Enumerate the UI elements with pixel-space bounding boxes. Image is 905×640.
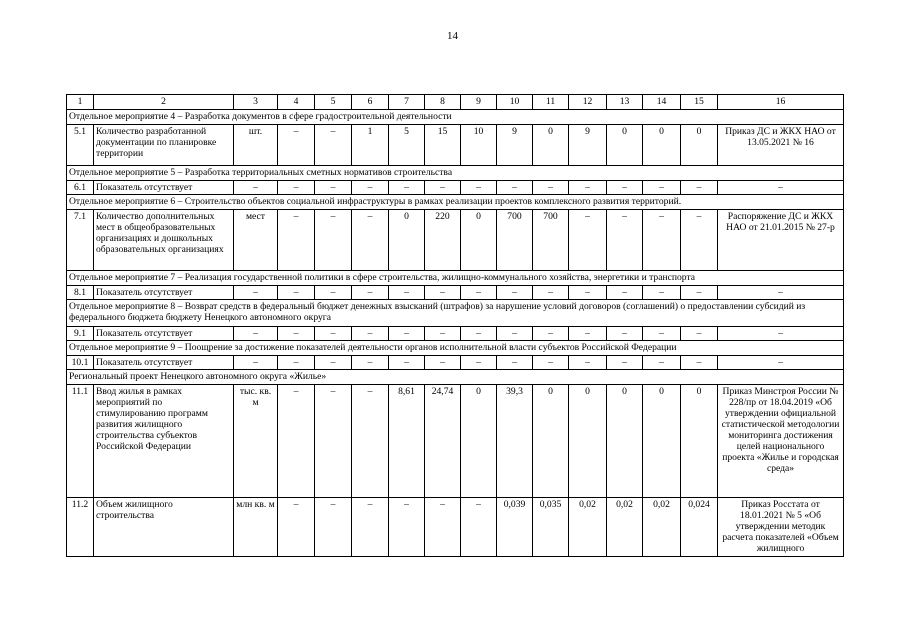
value-cell: 0 — [569, 385, 607, 498]
value-cell: – — [569, 286, 607, 300]
indicator-name: Показатель отсутствует — [94, 327, 234, 341]
indicator-name: Объем жилищного строительства — [94, 498, 234, 557]
indicator-name: Количество разработанной документации по планировке территории — [94, 125, 234, 166]
value-cell: – — [497, 286, 533, 300]
row-number: 11.2 — [67, 498, 94, 557]
column-number: 5 — [315, 95, 352, 110]
unit: – — [234, 286, 278, 300]
row-number: 8.1 — [67, 286, 94, 300]
value-cell: – — [643, 286, 681, 300]
source-document: Приказ ДС и ЖКХ НАО от 13.05.2021 № 16 — [718, 125, 844, 166]
value-cell: – — [607, 356, 643, 370]
value-cell: – — [497, 356, 533, 370]
row-number: 7.1 — [67, 210, 94, 271]
value-cell: – — [352, 498, 389, 557]
value-cell: 0,024 — [681, 498, 718, 557]
value-cell: 0 — [607, 125, 643, 166]
column-number: 2 — [94, 95, 234, 110]
value-cell: – — [389, 286, 425, 300]
indicator-name: Количество дополнительных мест в общеобразовательных организациях и дошкольных образовательных организациях — [94, 210, 234, 271]
value-cell: – — [315, 286, 352, 300]
unit: – — [234, 327, 278, 341]
table-row — [67, 210, 844, 271]
value-cell: 1 — [352, 125, 389, 166]
section-row — [67, 271, 844, 286]
value-cell: – — [278, 286, 315, 300]
source-document: Распоряжение ДС и ЖКХ НАО от 21.01.2015 № 27-р — [718, 210, 844, 271]
column-number: 9 — [461, 95, 497, 110]
section-title: Отдельное мероприятие 4 – Разработка документов в сфере градостроительной деятельности — [67, 110, 844, 125]
value-cell: – — [497, 327, 533, 341]
value-cell: 0 — [461, 385, 497, 498]
value-cell: 9 — [497, 125, 533, 166]
value-cell: – — [278, 181, 315, 195]
value-cell: 0,035 — [533, 498, 569, 557]
table-row — [67, 356, 844, 370]
section-row — [67, 195, 844, 210]
source-document: – — [718, 286, 844, 300]
value-cell: – — [681, 286, 718, 300]
value-cell: – — [425, 327, 461, 341]
value-cell: – — [607, 286, 643, 300]
value-cell: 0 — [461, 210, 497, 271]
unit: шт. — [234, 125, 278, 166]
indicator-name: Ввод жилья в рамках мероприятий по стимулированию программ развития жилищного строительства субъектов Российской Федерации — [94, 385, 234, 498]
column-number: 4 — [278, 95, 315, 110]
unit: – — [234, 181, 278, 195]
section-title: Отдельное мероприятие 6 – Строительство объектов социальной инфраструктуры в рамках реализации проектов комплексного развития территорий. — [67, 195, 844, 210]
unit: мест — [234, 210, 278, 271]
value-cell: – — [569, 356, 607, 370]
value-cell: 15 — [425, 125, 461, 166]
column-number: 8 — [425, 95, 461, 110]
value-cell: 8,61 — [389, 385, 425, 498]
value-cell: – — [461, 181, 497, 195]
section-title: Региональный проект Ненецкого автономного округа «Жилье» — [67, 370, 844, 385]
value-cell: – — [278, 125, 315, 166]
value-cell: – — [352, 327, 389, 341]
value-cell: 0 — [533, 385, 569, 498]
section-row — [67, 110, 844, 125]
value-cell: – — [425, 498, 461, 557]
unit: млн кв. м — [234, 498, 278, 557]
row-number: 6.1 — [67, 181, 94, 195]
table-row — [67, 286, 844, 300]
table-row — [67, 327, 844, 341]
source-document: – — [718, 181, 844, 195]
column-number: 3 — [234, 95, 278, 110]
column-number: 12 — [569, 95, 607, 110]
value-cell: – — [643, 356, 681, 370]
value-cell: 0 — [681, 125, 718, 166]
indicator-table — [66, 94, 844, 557]
value-cell: 0 — [389, 210, 425, 271]
value-cell: – — [352, 286, 389, 300]
section-row — [67, 300, 844, 327]
value-cell: – — [352, 385, 389, 498]
value-cell: – — [278, 327, 315, 341]
value-cell: 700 — [497, 210, 533, 271]
header-row — [67, 95, 844, 110]
value-cell: – — [681, 210, 718, 271]
value-cell: – — [352, 210, 389, 271]
value-cell: – — [315, 125, 352, 166]
table-row — [67, 385, 844, 498]
source-document: Приказ Минстроя России № 228/пр от 18.04.2019 «Об утверждении официальной статистической методологии мониторинга достижения целей национального проекта «Жилье и городская среда» — [718, 385, 844, 498]
value-cell: 9 — [569, 125, 607, 166]
section-row — [67, 166, 844, 181]
value-cell: – — [278, 498, 315, 557]
value-cell: 39,3 — [497, 385, 533, 498]
value-cell: 0,039 — [497, 498, 533, 557]
row-number: 10.1 — [67, 356, 94, 370]
value-cell: 0 — [643, 385, 681, 498]
value-cell: – — [569, 327, 607, 341]
value-cell: – — [352, 181, 389, 195]
value-cell: – — [533, 286, 569, 300]
value-cell: – — [389, 498, 425, 557]
unit: – — [234, 356, 278, 370]
source-document: – — [718, 356, 844, 370]
row-number: 5.1 — [67, 125, 94, 166]
value-cell: – — [533, 327, 569, 341]
column-number: 13 — [607, 95, 643, 110]
value-cell: – — [278, 385, 315, 498]
value-cell: – — [681, 327, 718, 341]
row-number: 11.1 — [67, 385, 94, 498]
value-cell: – — [607, 327, 643, 341]
section-row — [67, 341, 844, 356]
value-cell: – — [533, 356, 569, 370]
row-number: 9.1 — [67, 327, 94, 341]
section-title: Отдельное мероприятие 5 – Разработка территориальных сметных нормативов строительства — [67, 166, 844, 181]
indicator-name: Показатель отсутствует — [94, 356, 234, 370]
column-number: 7 — [389, 95, 425, 110]
value-cell: 5 — [389, 125, 425, 166]
value-cell: – — [607, 181, 643, 195]
source-document: Приказ Росстата от 18.01.2021 № 5 «Об утверждении методик расчета показателей «Объем жилищного — [718, 498, 844, 557]
value-cell: 0 — [533, 125, 569, 166]
value-cell: – — [643, 327, 681, 341]
value-cell: 0 — [607, 385, 643, 498]
value-cell: – — [315, 356, 352, 370]
value-cell: – — [461, 498, 497, 557]
value-cell: – — [389, 327, 425, 341]
value-cell: – — [315, 498, 352, 557]
column-number: 1 — [67, 95, 94, 110]
value-cell: – — [461, 327, 497, 341]
value-cell: 0 — [681, 385, 718, 498]
value-cell: – — [461, 286, 497, 300]
value-cell: – — [533, 181, 569, 195]
value-cell: – — [315, 327, 352, 341]
column-number: 15 — [681, 95, 718, 110]
section-title: Отдельное мероприятие 9 – Поощрение за достижение показателей деятельности органов исполнительной власти субъектов Российской Федерации — [67, 341, 844, 356]
value-cell: 0,02 — [569, 498, 607, 557]
value-cell: 220 — [425, 210, 461, 271]
page-number: 14 — [447, 30, 458, 42]
value-cell: – — [497, 181, 533, 195]
value-cell: – — [681, 356, 718, 370]
value-cell: – — [681, 181, 718, 195]
value-cell: – — [315, 210, 352, 271]
value-cell: – — [643, 181, 681, 195]
table-row — [67, 125, 844, 166]
value-cell: 24,74 — [425, 385, 461, 498]
value-cell: – — [315, 385, 352, 498]
table-row — [67, 181, 844, 195]
value-cell: – — [461, 356, 497, 370]
value-cell: – — [607, 210, 643, 271]
value-cell: 10 — [461, 125, 497, 166]
value-cell: – — [278, 356, 315, 370]
value-cell: – — [389, 356, 425, 370]
column-number: 14 — [643, 95, 681, 110]
value-cell: – — [425, 356, 461, 370]
column-number: 11 — [533, 95, 569, 110]
value-cell: – — [315, 181, 352, 195]
section-row — [67, 370, 844, 385]
section-title: Отдельное мероприятие 7 – Реализация государственной политики в сфере строительства, жилищно-коммунального хозяйства, энергетики и транспорта — [67, 271, 844, 286]
value-cell: – — [425, 286, 461, 300]
value-cell: – — [569, 181, 607, 195]
value-cell: 700 — [533, 210, 569, 271]
value-cell: 0,02 — [643, 498, 681, 557]
indicator-name: Показатель отсутствует — [94, 286, 234, 300]
section-title: Отдельное мероприятие 8 – Возврат средств в федеральный бюджет денежных взысканий (штрафов) за нарушение условий договоров (соглашений) о предоставлении субсидий из федерального бюджета бюджету Ненецкого автономного округа — [67, 300, 844, 327]
value-cell: 0 — [643, 125, 681, 166]
value-cell: 0,02 — [607, 498, 643, 557]
indicator-name: Показатель отсутствует — [94, 181, 234, 195]
value-cell: – — [278, 210, 315, 271]
column-number: 10 — [497, 95, 533, 110]
value-cell: – — [389, 181, 425, 195]
unit: тыс. кв. м — [234, 385, 278, 498]
value-cell: – — [425, 181, 461, 195]
value-cell: – — [569, 210, 607, 271]
column-number: 16 — [718, 95, 844, 110]
column-number: 6 — [352, 95, 389, 110]
value-cell: – — [352, 356, 389, 370]
value-cell: – — [643, 210, 681, 271]
source-document: – — [718, 327, 844, 341]
table-row — [67, 498, 844, 557]
